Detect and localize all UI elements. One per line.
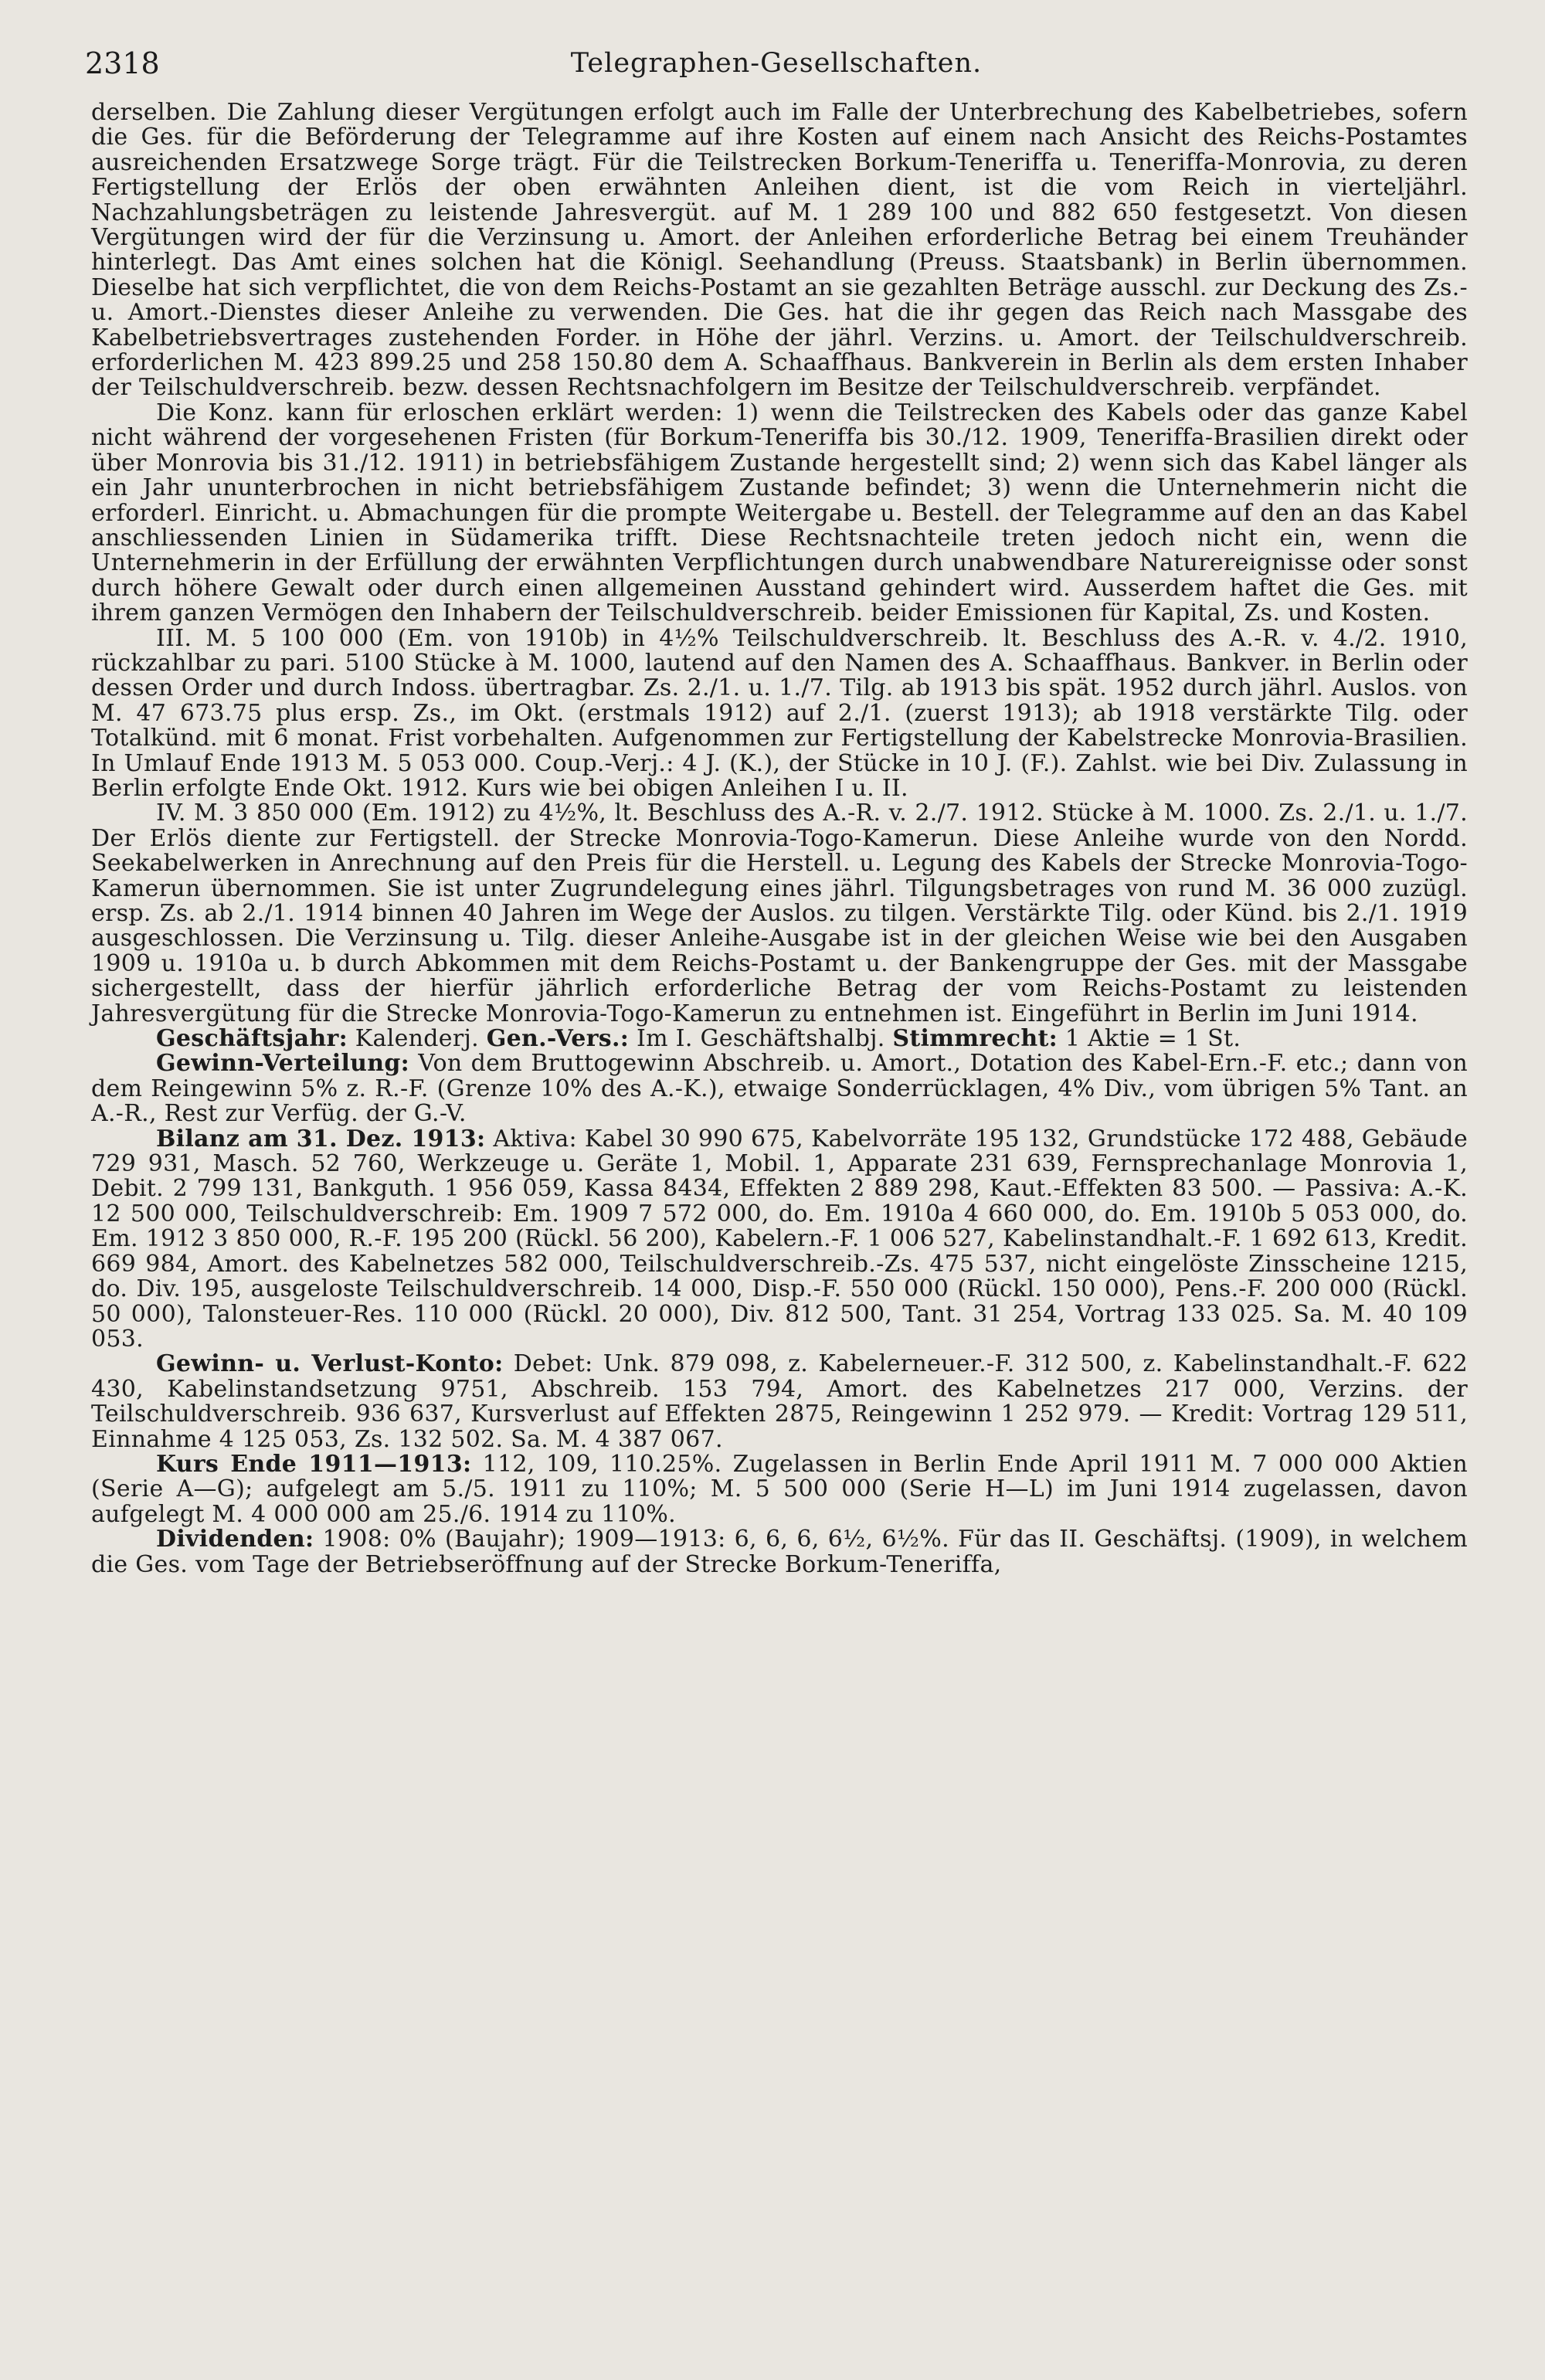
section-lead: Kurs Ende 1911—1913: <box>156 1450 472 1478</box>
section-lead: Gewinn- u. Verlust-Konto: <box>156 1350 504 1378</box>
paragraph-text: 1 Aktie = 1 St. <box>1065 1025 1241 1053</box>
section-lead: Geschäftsjahr: <box>156 1025 348 1053</box>
paragraph-gewinn-verteilung <box>91 1051 1468 1126</box>
paragraph-text: Die Konz. kann für erloschen erklärt werden: 1) wenn die Teilstrecken des Kabels oder das ganze Kabel nicht während der vorgesehenen Fristen (für Borkum-Teneriffa bis 30./12. 1909, Teneriffa-Brasilien direkt oder über Monrovia bis 31./12. 1911) in betriebsfähigem Zustande hergestellt sind; 2) wenn sich das Kabel länger als ein Jahr ununterbrochen in nicht betriebsfähigem Zustande befindet; 3) wenn die Unternehmerin nicht die erforderl. Einricht. u. Abmachungen für die prompte Weitergabe u. Bestell. der Telegramme auf den an das Kabel anschliessenden Linien in Südamerika trifft. Diese Rechtsnachteile treten jedoch nicht ein, wenn die Unternehmerin in der Erfüllung der erwähnten Verpflichtungen durch unabwendbare Naturereignisse oder sonst durch höhere Gewalt oder durch einen allgemeinen Ausstand gehindert wird. Ausserdem haftet die Ges. mit ihrem ganzen Vermögen den Inhabern der Teilschuldverschreib. beider Emissionen für Kapital, Zs. und Kosten. <box>91 399 1468 627</box>
paragraph-geschaeftsjahr <box>91 1027 1468 1051</box>
running-title: Telegraphen-Gesellschaften. <box>570 48 983 79</box>
paragraph-text: 112, 109, 110.25%. Zugelassen in Berlin Ende April 1911 M. 7 000 000 Aktien (Serie A—G); aufgelegt am 5./5. 1911 zu 110%; M. 5 500 000 (Serie H—L) im Juni 1914 zugelassen, davon aufgelegt M. 4 000 000 am 25./6. 1914 zu 110%. <box>91 1450 1468 1528</box>
paragraph-bilanz <box>91 1127 1468 1353</box>
paragraph-text: III. M. 5 100 000 (Em. von 1910b) in 4½% Teilschuldverschreib. lt. Beschluss des A.-R. v. 4./2. 1910, rückzahlbar zu pari. 5100 Stücke à M. 1000, lautend auf den Namen des A. Schaaffhaus. Bankver. in Berlin oder dessen Order und durch Indoss. übertragbar. Zs. 2./1. u. 1./7. Tilg. ab 1913 bis spät. 1952 durch jährl. Auslos. von M. 47 673.75 plus ersp. Zs., im Okt. (erstmals 1912) auf 2./1. (zuerst 1913); ab 1918 verstärkte Tilg. oder Totalkünd. mit 6 monat. Frist vorbehalten. Aufgenommen zur Fertigstellung der Kabelstrecke Monrovia-Brasilien. In Umlauf Ende 1913 M. 5 053 000. Coup.-Verj.: 4 J. (K.), der Stücke in 10 J. (F.). Zahlst. wie bei Div. Zulassung in Berlin erfolgte Ende Okt. 1912. Kurs wie bei obigen Anleihen I u. II. <box>91 624 1468 802</box>
paragraph-continuation <box>91 100 1468 401</box>
paragraph-text: derselben. Die Zahlung dieser Vergütungen erfolgt auch im Falle der Unterbrechung des Kabelbetriebes, sofern die Ges. für die Beförderung der Telegramme auf ihre Kosten auf einem nach Ansicht des Reichs-Postamtes ausreichenden Ersatzwege Sorge trägt. Für die Teilstrecken Borkum-Teneriffa u. Teneriffa-Monrovia, zu deren Fertigstellung der Erlös der oben erwähnten Anleihen dient, ist die vom Reich in vierteljährl. Nachzahlungsbeträgen zu leistende Jahresvergüt. auf M. 1 289 100 und 882 650 festgesetzt. Von diesen Vergütungen wird der für die Verzinsung u. Amort. der Anleihen erforderliche Betrag bei einem Treuhänder hinterlegt. Das Amt eines solchen hat die Königl. Seehandlung (Preuss. Staatsbank) in Berlin übernommen. Dieselbe hat sich verpflichtet, die von dem Reichs-Postamt an sie gezahlten Beträge ausschl. zur Deckung des Zs.- u. Amort.-Dienstes dieser Anleihe zu verwenden. Die Ges. hat die ihr gegen das Reich nach Massgabe des Kabelbetriebsvertrages zustehenden Forder. in Höhe der jährl. Verzins. u. Amort. der Teilschuldverschreib. erforderlichen M. 423 899.25 und 258 150.80 dem A. Schaaffhaus. Bankverein in Berlin als dem ersten Inhaber der Teilschuldverschreib. bezw. dessen Rechtsnachfolgern im Besitze der Teilschuldverschreib. verpfändet. <box>91 99 1468 402</box>
section-lead: Stimmrecht: <box>892 1025 1058 1053</box>
paragraph-text: IV. M. 3 850 000 (Em. 1912) zu 4½%, lt. Beschluss des A.-R. v. 2./7. 1912. Stücke à M. 1000. Zs. 2./1. u. 1./7. Der Erlös diente zur Fertigstell. der Strecke Monrovia-Togo-Kamerun. Diese Anleihe wurde von den Nordd. Seekabelwerken in Anrechnung auf den Preis für die Herstell. u. Legung des Kabels der Strecke Monrovia-Togo-Kamerun übernommen. Sie ist unter Zugrundelegung eines jährl. Tilgungsbetrages von rund M. 36 000 zuzügl. ersp. Zs. ab 2./1. 1914 binnen 40 Jahren im Wege der Auslos. zu tilgen. Verstärkte Tilg. oder Künd. bis 2./1. 1919 ausgeschlossen. Die Verzinsung u. Tilg. dieser Anleihe-Ausgabe ist in der gleichen Weise wie bei den Ausgaben 1909 u. 1910a u. b durch Abkommen mit dem Reichs-Postamt u. der Bankengruppe der Ges. mit der Massgabe sichergestellt, dass der hierfür jährlich erforderliche Betrag der vom Reichs-Postamt zu leistenden Jahresvergütung für die Strecke Monrovia-Togo-Kamerun zu entnehmen ist. Eingeführt in Berlin im Juni 1914. <box>91 800 1468 1027</box>
paragraph-text: Von dem Bruttogewinn Abschreib. u. Amort., Dotation des Kabel-Ern.-F. etc.; dann von dem Reingewinn 5% z. R.-F. (Grenze 10% des A.-K.), etwaige Sonderrücklagen, 4% Div., vom übrigen 5% Tant. an A.-R., Rest zur Verfüg. der G.-V. <box>91 1050 1468 1128</box>
section-lead: Bilanz am 31. Dez. 1913: <box>156 1125 486 1153</box>
page-header <box>85 46 1468 93</box>
paragraph-kurs <box>91 1452 1468 1527</box>
paragraph-gewinn-verlust <box>91 1352 1468 1452</box>
section-lead: Dividenden: <box>156 1526 314 1553</box>
section-lead: Gewinn-Verteilung: <box>156 1050 410 1078</box>
page-number: 2318 <box>85 46 160 80</box>
paragraph-concession <box>91 401 1468 626</box>
paragraph-text: 1908: 0% (Baujahr); 1909—1913: 6, 6, 6, 6½, 6½%. Für das II. Geschäftsj. (1909), in welchem die Ges. vom Tage der Betriebseröffnung auf der Strecke Borkum-Teneriffa, <box>91 1526 1468 1578</box>
paragraph-text: Aktiva: Kabel 30 990 675, Kabelvorräte 195 132, Grundstücke 172 488, Gebäude 729 931, Masch. 52 760, Werkzeuge u. Geräte 1, Mobil. 1, Apparate 231 639, Fernsprechanlage Monrovia 1, Debit. 2 799 131, Bankguth. 1 956 059, Kassa 8434, Effekten 2 889 298, Kaut.-Effekten 83 500. — Passiva: A.-K. 12 500 000, Teilschuldverschreib: Em. 1909 7 572 000, do. Em. 1910a 4 660 000, do. Em. 1910b 5 053 000, do. Em. 1912 3 850 000, R.-F. 195 200 (Rückl. 56 200), Kabelern.-F. 1 006 527, Kabelinstandhalt.-F. 1 692 613, Kredit. 669 984, Amort. des Kabelnetzes 582 000, Teilschuldverschreib.-Zs. 475 537, nicht eingelöste Zinsscheine 1215, do. Div. 195, ausgeloste Teilschuldverschreib. 14 000, Disp.-F. 550 000 (Rückl. 150 000), Pens.-F. 200 000 (Rückl. 50 000), Talonsteuer-Res. 110 000 (Rückl. 20 000), Div. 812 500, Tant. 31 254, Vortrag 133 025. Sa. M. 40 109 053. <box>91 1125 1468 1353</box>
paragraph-text: Debet: Unk. 879 098, z. Kabelerneuer.-F. 312 500, z. Kabelinstandhalt.-F. 622 430, Kabelinstandsetzung 9751, Abschreib. 153 794, Amort. des Kabelnetzes 217 000, Verzins. der Teilschuldverschreib. 936 637, Kursverlust auf Effekten 2875, Reingewinn 1 252 979. — Kredit: Vortrag 129 511, Einnahme 4 125 053, Zs. 132 502. Sa. M. 4 387 067. <box>91 1350 1468 1453</box>
body-text <box>91 100 1468 2364</box>
paragraph-dividenden <box>91 1527 1468 1577</box>
paragraph-loan-iii <box>91 626 1468 802</box>
paragraph-text: Im I. Geschäftshalbj. <box>636 1025 893 1053</box>
section-lead: Gen.-Vers.: <box>486 1025 630 1053</box>
paragraph-text: Kalenderj. <box>355 1025 487 1053</box>
paragraph-loan-iv <box>91 801 1468 1027</box>
